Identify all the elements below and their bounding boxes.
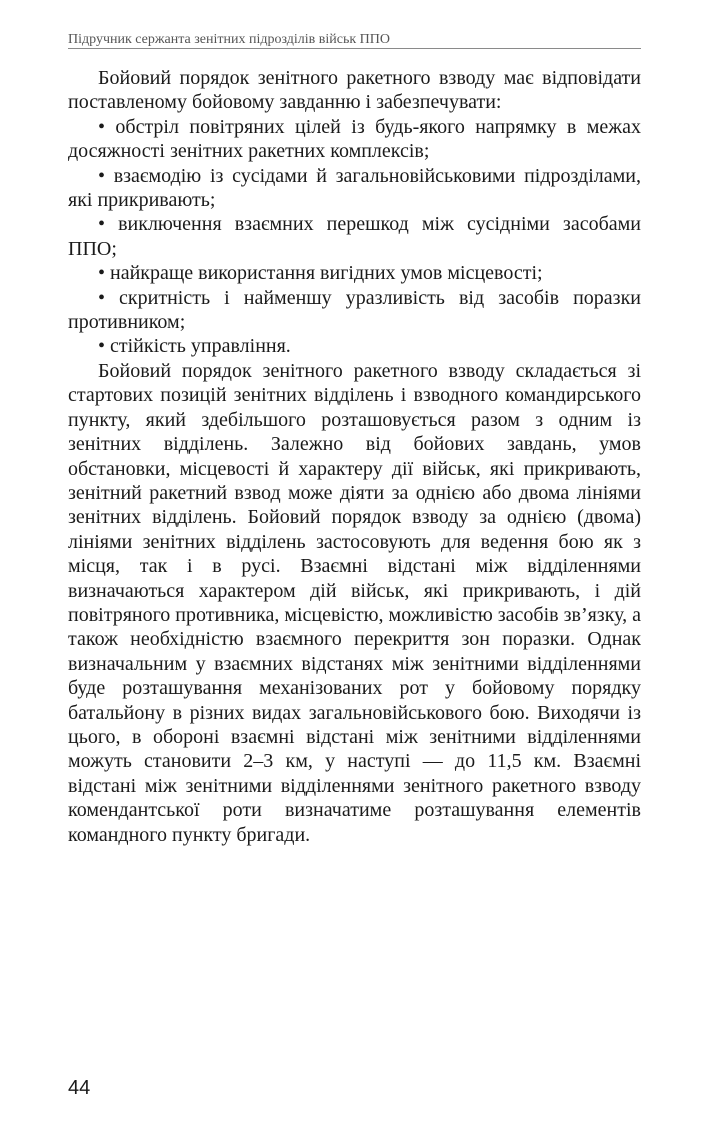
paragraph-intro: Бойовий порядок зенітного ракетного взводу має відповідати поставленому бойовому завданню і забезпечувати:	[68, 67, 641, 114]
page-body	[68, 66, 641, 847]
header-rule	[68, 48, 641, 49]
bullet-item-interference: • виключення взаємних перешкод між сусідніми засобами ППО;	[68, 213, 641, 260]
bullet-item-fire-coverage: • обстріл повітряних цілей із будь-якого напрямку в межах досяжності зенітних ракетних комплексів;	[68, 115, 641, 163]
paragraph-battle-order: Бойовий порядок зенітного ракетного взводу складається зі стартових позицій зенітних відділень і взводного командирського пункту, який здебільшого розташовується разом з одним із зенітних відділень. Залежно від бойових завдань, умов обстановки, місцевості й характеру дії військ, які прикривають, зенітний ракетний взвод може діяти за однією або двома лініями зенітних відділень. Бойовий порядок взводу за однією (двома) лініями зенітних відділень застосовують для ведення бою як з місця, так і в русі. Взаємні відстані між відділеннями визначаються характером дій військ, які прикривають, і дій повітряного противника, місцевістю, можливістю засобів зв’язку, а також необхідністю взаємного перекриття зон поразки. Однак визначальним у взаємних відстанях між зенітними відділеннями буде розташування механізованих рот у бойовому порядку батальйону в різних видах загальновійськового бою. Виходячи із цього, в обороні взаємні відстані між зенітними відділеннями можуть становити 2–3 км, у наступі — до 11,5 км. Взаємні відстані між зенітними відділеннями зенітного ракетного взводу комендантської роти визначатиме розташування елементів командного пункту бригади.	[68, 359, 642, 846]
bullet-item-control: • стійкість управління.	[98, 335, 291, 358]
running-header-title: Підручник сержанта зенітних підрозділів військ ППО	[68, 32, 390, 47]
page-number: 44	[68, 1077, 91, 1099]
bullet-item-terrain: • найкраще використання вигідних умов місцевості;	[98, 262, 543, 285]
bullet-item-concealment: • скритність і найменшу уразливість від засобів поразки противником;	[68, 286, 641, 334]
bullet-item-cooperation: • взаємодію із сусідами й загальновійськовими підрозділами, які прикривають;	[68, 164, 641, 212]
